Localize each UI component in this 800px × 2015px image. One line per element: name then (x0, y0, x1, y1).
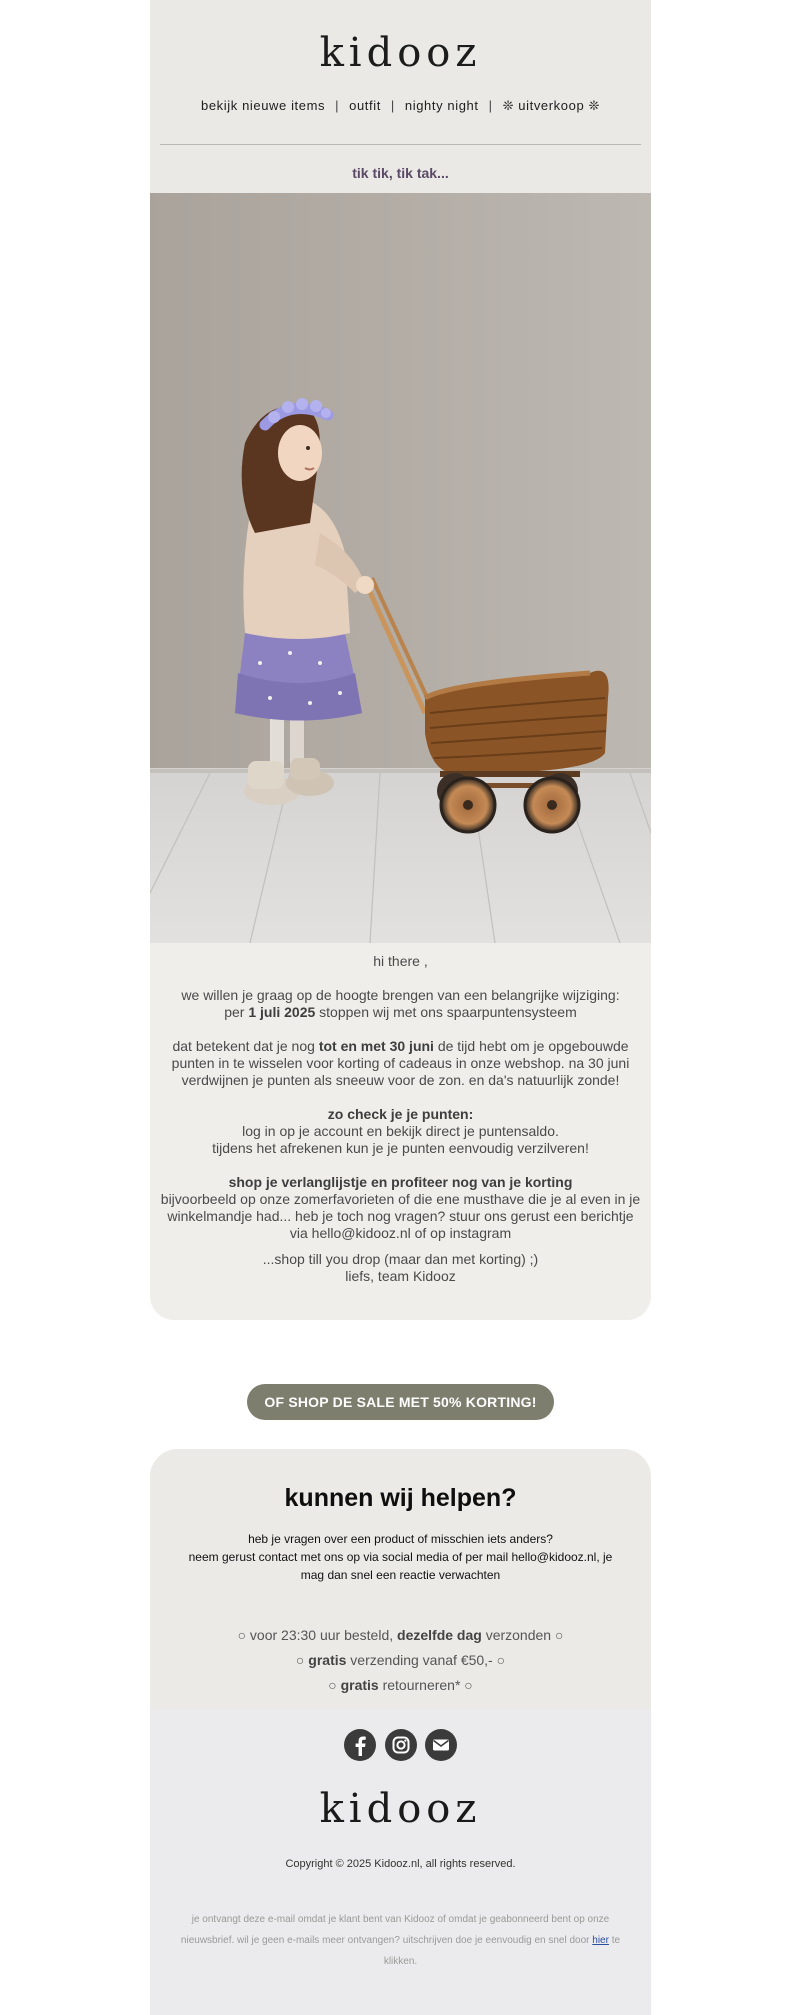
photo-girl-with-wicker-pram-icon (150, 193, 651, 943)
nav-outfit-link[interactable]: outfit (349, 98, 381, 113)
mail-icon[interactable] (425, 1729, 457, 1761)
greeting: hi there , (373, 953, 428, 969)
header-divider (160, 144, 641, 145)
nav-sale-link[interactable]: ❊ uitverkoop ❊ (502, 98, 600, 113)
unsubscribe-notice: je ontvangt deze e-mail omdat je klant bent van Kidooz of omdat je geabonneerd bent op onze nieuwsbrief. wil je geen e-mails meer ontvangen? uitschrijven doe je eenvoudig en snel door hier te klikken. (180, 1914, 621, 1967)
top-navigation (150, 98, 651, 114)
email-header (150, 0, 651, 193)
help-title: kunnen wij helpen? (284, 1484, 517, 1512)
check-points-section: zo check je je punten: log in op je account en bekijk direct je puntensaldo. tijdens het afrekenen kun je je punten eenvoudig verzilveren! (212, 1106, 589, 1156)
nav-nighty-night-link[interactable]: nighty night (404, 98, 479, 113)
usp-free-returns: ○ gratis retourneren* ○ (328, 1677, 473, 1693)
footer-logo[interactable]: kidooz (319, 1786, 482, 1832)
hero-image[interactable] (150, 193, 651, 943)
unsubscribe-link[interactable]: hier (592, 1935, 609, 1946)
help-intro: heb je vragen over een product of misschien iets anders? neem gerust contact met ons op via social media of per mail hello@kidooz.nl, je mag dan snel een reactie verwachten (188, 1532, 613, 1582)
instagram-icon[interactable] (385, 1729, 417, 1761)
brand-logo[interactable]: kidooz (319, 30, 482, 76)
help-panel (150, 1449, 651, 2015)
shop-sale-button[interactable]: OF SHOP DE SALE MET 50% KORTING! (247, 1384, 554, 1420)
tagline: tik tik, tik tak... (352, 165, 449, 181)
check-points-heading: zo check je je punten: (327, 1106, 474, 1122)
change-announcement: we willen je graag op de hoogte brengen van een belangrijke wijziging: per 1 juli 2025 stoppen wij met ons spaarpuntensysteem (181, 987, 620, 1020)
deadline-date: tot en met 30 juni (318, 1038, 434, 1054)
nav-separator: | (390, 98, 395, 113)
nav-new-items-link[interactable]: bekijk nieuwe items (201, 98, 326, 113)
usp-free-shipping: ○ gratis verzending vanaf €50,- ○ (295, 1652, 506, 1668)
message-body (150, 943, 651, 1320)
usp-same-day-shipping: ○ voor 23:30 uur besteld, dezelfde dag verzonden ○ (237, 1627, 564, 1643)
wishlist-heading: shop je verlanglijstje en profiteer nog van je korting (228, 1174, 573, 1190)
facebook-icon[interactable] (344, 1729, 376, 1761)
redeem-deadline-text: dat betekent dat je nog tot en met 30 juni de tijd hebt om je opgebouwde punten in te wisselen voor korting of cadeaus in onze webshop. na 30 juni verdwijnen je punten als sneeuw voor de zon. en da's natuurlijk zonde! (171, 1038, 630, 1088)
nav-separator: | (488, 98, 493, 113)
closing: ...shop till you drop (maar dan met korting) ;) liefs, team Kidooz (262, 1251, 539, 1284)
nav-separator: | (335, 98, 340, 113)
signature: liefs, team Kidooz (345, 1268, 456, 1284)
wishlist-section: shop je verlanglijstje en profiteer nog van je korting bijvoorbeeld op onze zomerfavorieten of die ene musthave die je al even in je winkelmandje had... heb je toch nog vragen? stuur ons gerust een berichtje via hello@kidooz.nl of op instagram (160, 1174, 641, 1241)
copyright: Copyright © 2025 Kidooz.nl, all rights reserved. (285, 1858, 516, 1870)
end-date: 1 juli 2025 (248, 1004, 316, 1020)
social-links (150, 1729, 651, 1761)
